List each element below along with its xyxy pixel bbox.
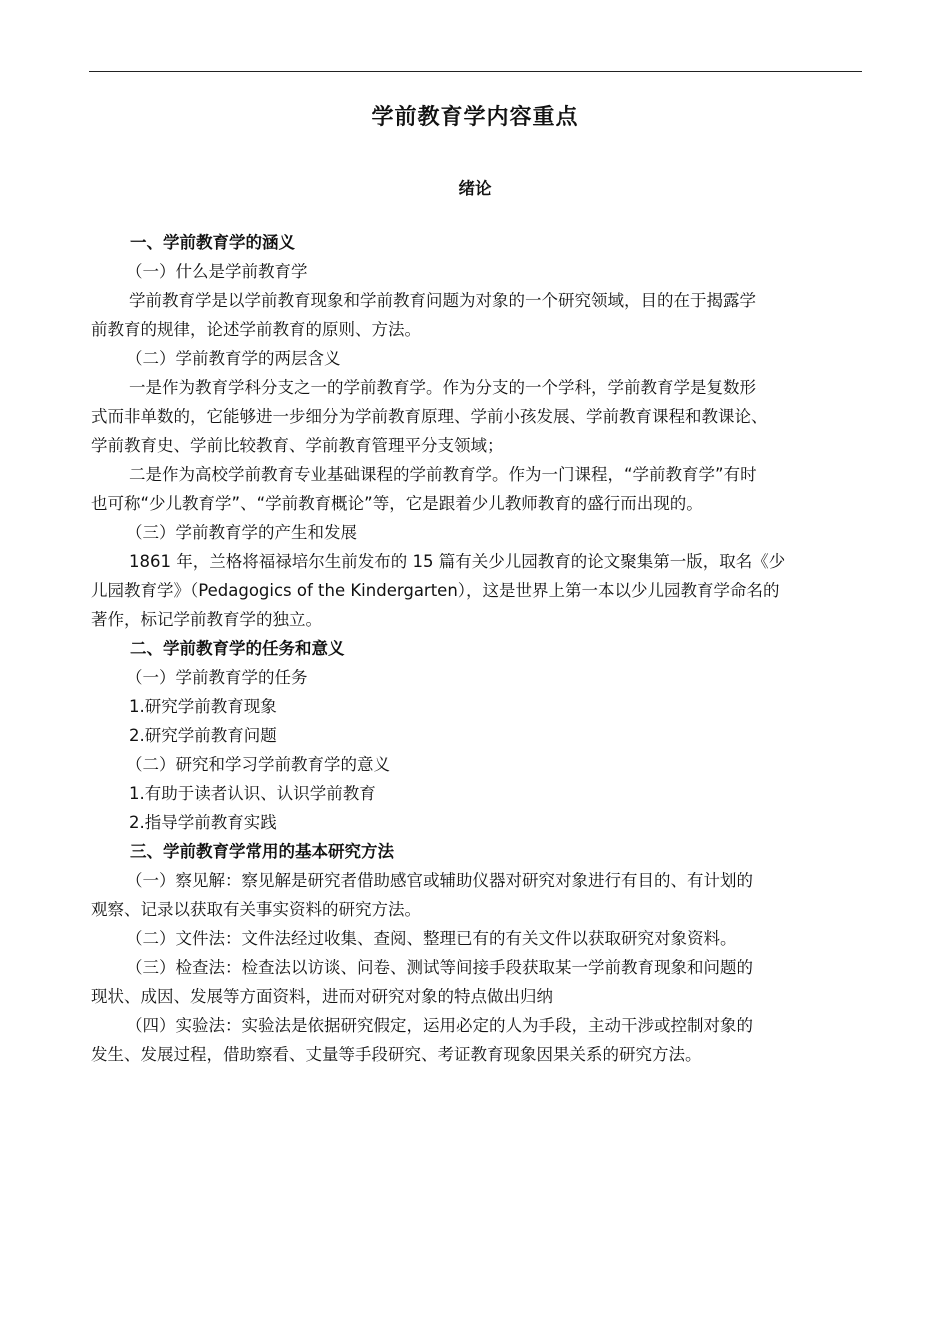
paragraph-line: 1861 年，兰格将福禄培尔生前发布的 15 篇有关少儿园教育的论文聚集第一版，取名《少 bbox=[129, 552, 786, 571]
paragraph-line: 学前教育学是以学前教育现象和学前教育问题为对象的一个研究领域，目的在于揭露学 bbox=[129, 291, 756, 310]
paragraph-line: 儿园教育学》（Pedagogics of the Kindergarten），这是世界上第一本以少儿园教育学命名的 bbox=[91, 581, 780, 600]
list-item: 1.有助于读者认识、认识学前教育 bbox=[129, 784, 376, 803]
section-title: 绪论 bbox=[458, 179, 492, 198]
paragraph-line: 学前教育史、学前比较教育、学前教育管理平分支领域； bbox=[91, 436, 504, 455]
document-title: 学前教育学内容重点 bbox=[371, 105, 579, 130]
list-item: 2.指导学前教育实践 bbox=[129, 813, 277, 832]
paragraph-line: （三）检查法：检查法以访谈、问卷、测试等间接手段获取某一学前教育现象和问题的 bbox=[126, 958, 753, 977]
document-body bbox=[91, 228, 863, 1069]
heading-3: 三、学前教育学常用的基本研究方法 bbox=[130, 842, 394, 861]
subheading: （一）学前教育学的任务 bbox=[126, 668, 308, 687]
subheading: （二）研究和学习学前教育学的意义 bbox=[126, 755, 390, 774]
subheading: （二）学前教育学的两层含义 bbox=[126, 349, 341, 368]
paragraph-line: 前教育的规律，论述学前教育的原则、方法。 bbox=[91, 320, 421, 339]
subheading: （一）什么是学前教育学 bbox=[126, 262, 308, 281]
paragraph-line: 一是作为教育学科分支之一的学前教育学。作为分支的一个学科，学前教育学是复数形 bbox=[129, 378, 756, 397]
paragraph-line: 发生、发展过程，借助察看、丈量等手段研究、考证教育现象因果关系的研究方法。 bbox=[91, 1045, 702, 1064]
paragraph-line: （二）文件法：文件法经过收集、查阅、整理已有的有关文件以获取研究对象资料。 bbox=[126, 929, 737, 948]
paragraph-line: （四）实验法：实验法是依据研究假定，运用必定的人为手段，主动干涉或控制对象的 bbox=[126, 1016, 753, 1035]
top-rule bbox=[89, 71, 862, 72]
paragraph-line: 也可称“少儿教育学”、“学前教育概论”等，它是跟着少儿教师教育的盛行而出现的。 bbox=[91, 494, 703, 513]
list-item: 2.研究学前教育问题 bbox=[129, 726, 277, 745]
subheading: （三）学前教育学的产生和发展 bbox=[126, 523, 357, 542]
paragraph-line: 观察、记录以获取有关事实资料的研究方法。 bbox=[91, 900, 421, 919]
heading-1: 一、学前教育学的涵义 bbox=[130, 233, 295, 252]
paragraph-line: 著作，标记学前教育学的独立。 bbox=[91, 610, 322, 629]
heading-2: 二、学前教育学的任务和意义 bbox=[130, 639, 345, 658]
paragraph-line: 现状、成因、发展等方面资料，进而对研究对象的特点做出归纳 bbox=[91, 987, 553, 1006]
paragraph-line: 二是作为高校学前教育专业基础课程的学前教育学。作为一门课程，“学前教育学”有时 bbox=[129, 465, 757, 484]
list-item: 1.研究学前教育现象 bbox=[129, 697, 277, 716]
paragraph-line: 式而非单数的，它能够进一步细分为学前教育原理、学前小孩发展、学前教育课程和教课论、 bbox=[91, 407, 768, 426]
paragraph-line: （一）察见解：察见解是研究者借助感官或辅助仪器对研究对象进行有目的、有计划的 bbox=[126, 871, 753, 890]
